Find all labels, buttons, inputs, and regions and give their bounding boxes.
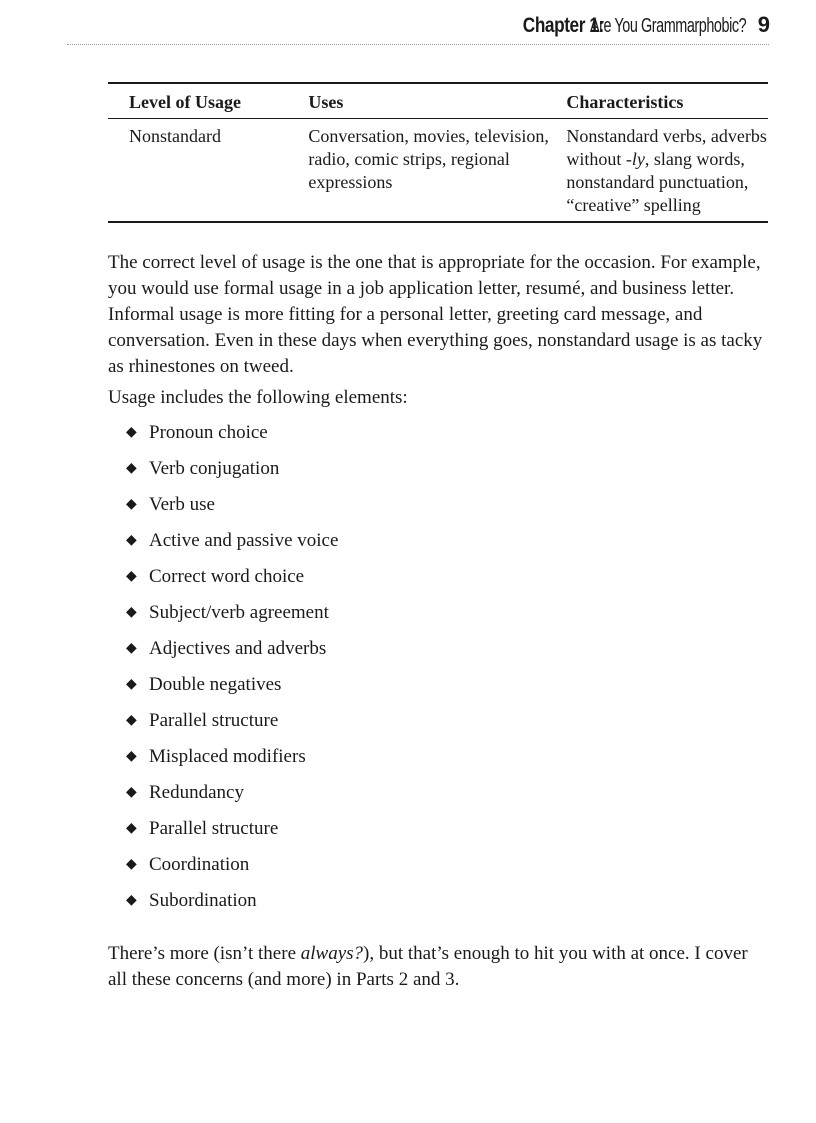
diamond-bullet-icon: ◆ xyxy=(126,461,137,476)
list-item xyxy=(126,529,338,565)
diamond-bullet-icon: ◆ xyxy=(126,605,137,620)
list-item xyxy=(126,817,338,853)
list-item xyxy=(126,745,338,781)
list-item xyxy=(126,637,338,673)
closing-text-start: There’s more (isn’t there xyxy=(108,943,301,964)
diamond-bullet-icon: ◆ xyxy=(126,857,137,872)
column-header-level: Level of Usage xyxy=(129,92,241,112)
diamond-bullet-icon: ◆ xyxy=(126,821,137,836)
diamond-bullet-icon: ◆ xyxy=(126,785,137,800)
closing-text-end: ), but that’s enough to hit you with at once. I cover all these concerns (and more) in Parts 2 and 3. xyxy=(108,943,748,990)
diamond-bullet-icon: ◆ xyxy=(126,425,137,440)
list-item-text: Parallel structure xyxy=(149,818,279,839)
diamond-bullet-icon: ◆ xyxy=(126,749,137,764)
list-item-text: Adjectives and adverbs xyxy=(149,638,327,659)
list-item xyxy=(126,781,338,817)
header-rule xyxy=(67,44,769,45)
characteristics-text-start: Nonstandard verbs, adverbs without xyxy=(566,126,767,169)
chapter-label: Chapter 1: xyxy=(522,14,604,37)
list-item-text: Redundancy xyxy=(149,782,244,803)
paragraph-usage-level: The correct level of usage is the one that is appropriate for the occasion. For example, you would use formal usage in a job application letter, resumé, and business letter. Informal usage is more fitting for a personal letter, greeting card message, and conversation. Even in these days when everything goes, nonstandard usage is as tacky as rhinestones on tweed. xyxy=(108,252,763,377)
running-header xyxy=(0,12,770,44)
chapter-title: Are You Grammarphobic? xyxy=(589,15,746,37)
list-item-text: Active and passive voice xyxy=(149,530,339,551)
table-row xyxy=(108,119,768,223)
list-item-text: Verb conjugation xyxy=(149,458,280,479)
usage-table xyxy=(108,82,768,223)
closing-text-italic: always? xyxy=(300,943,364,964)
diamond-bullet-icon: ◆ xyxy=(126,893,137,908)
list-item-text: Misplaced modifiers xyxy=(149,746,306,767)
usage-elements-list xyxy=(126,421,338,925)
characteristics-text-italic: -ly xyxy=(625,149,645,169)
paragraph-list-intro: Usage includes the following elements: xyxy=(108,387,408,408)
diamond-bullet-icon: ◆ xyxy=(126,533,137,548)
column-header-characteristics: Characteristics xyxy=(566,92,684,112)
list-item xyxy=(126,673,338,709)
cell-uses xyxy=(308,119,566,223)
page-number: 9 xyxy=(757,12,770,37)
list-item-text: Parallel structure xyxy=(149,710,279,731)
list-item xyxy=(126,889,338,925)
list-item-text: Correct word choice xyxy=(149,566,305,587)
cell-characteristics xyxy=(566,119,768,223)
diamond-bullet-icon: ◆ xyxy=(126,677,137,692)
diamond-bullet-icon: ◆ xyxy=(126,713,137,728)
list-item xyxy=(126,421,338,457)
diamond-bullet-icon: ◆ xyxy=(126,641,137,656)
diamond-bullet-icon: ◆ xyxy=(126,497,137,512)
characteristics-text-end: , slang words, nonstandard punctuation, “creative” spelling xyxy=(566,149,749,215)
table-header-row xyxy=(108,83,768,119)
paragraph-closing xyxy=(108,941,768,993)
list-item xyxy=(126,709,338,745)
list-item-text: Verb use xyxy=(149,494,215,515)
cell-uses-text: Conversation, movies, television, radio, comic strips, regional expressions xyxy=(308,126,549,192)
list-item xyxy=(126,853,338,889)
cell-level: Nonstandard xyxy=(129,126,221,146)
column-header-uses: Uses xyxy=(308,92,344,112)
list-item-text: Subject/verb agreement xyxy=(149,602,329,623)
list-item-text: Subordination xyxy=(149,890,257,911)
list-item-text: Coordination xyxy=(149,854,250,875)
list-item xyxy=(126,601,338,637)
diamond-bullet-icon: ◆ xyxy=(126,569,137,584)
list-item xyxy=(126,493,338,529)
list-item-text: Double negatives xyxy=(149,674,282,695)
list-item-text: Pronoun choice xyxy=(149,422,268,443)
list-item xyxy=(126,565,338,601)
list-item xyxy=(126,457,338,493)
